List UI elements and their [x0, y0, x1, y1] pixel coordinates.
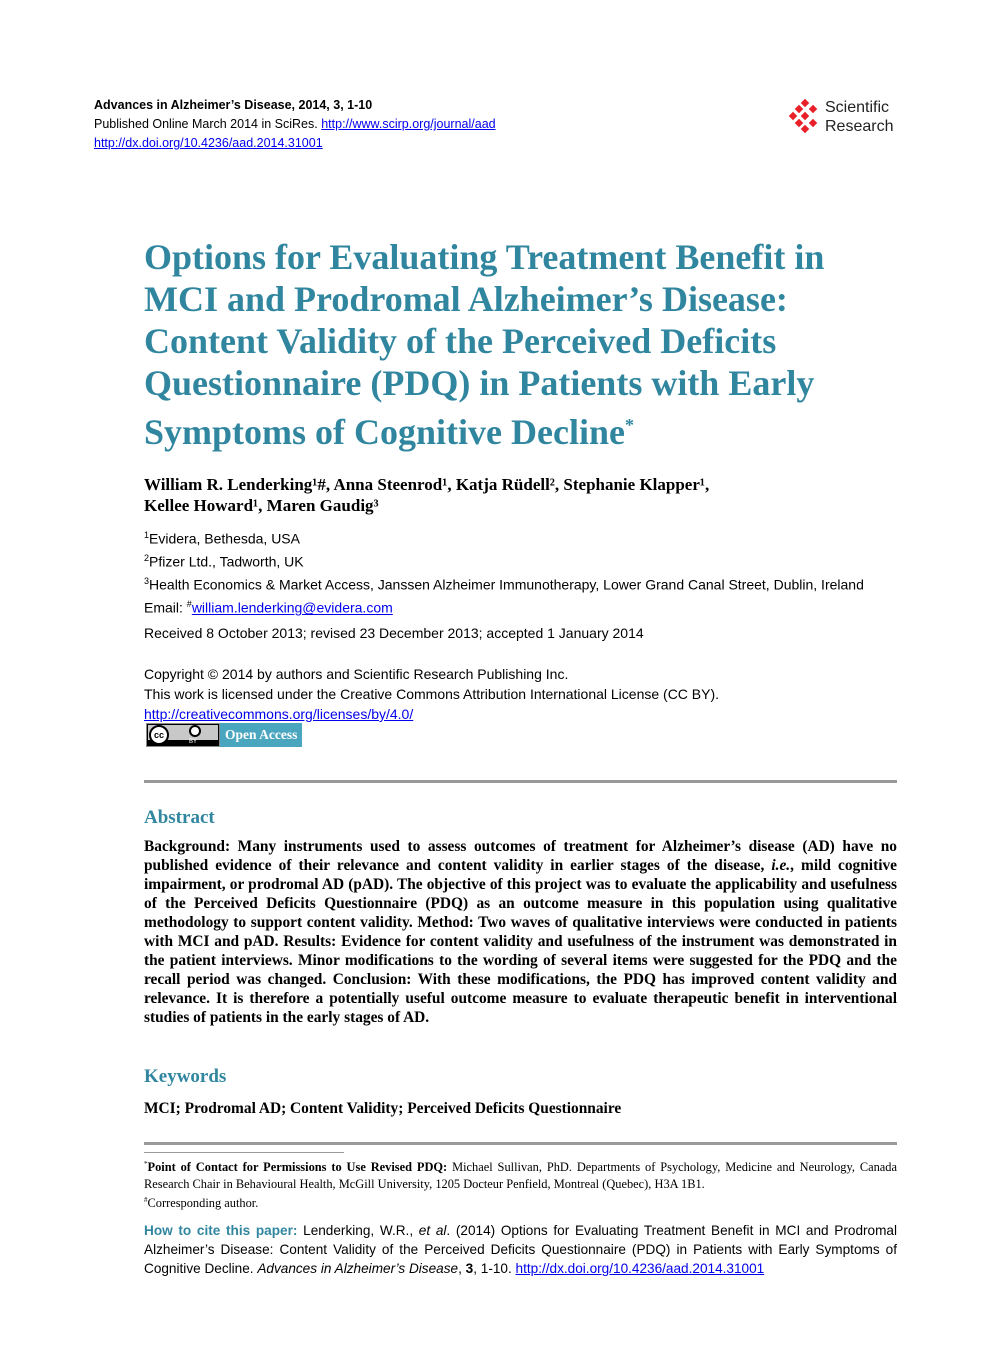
- email-line: Email: #william.lenderking@evidera.com: [144, 599, 393, 617]
- received-dates: Received 8 October 2013; revised 23 December 2013; accepted 1 January 2014: [144, 625, 644, 641]
- title-line: Options for Evaluating Treatment Benefit in: [144, 237, 825, 277]
- affiliation: $^2$Pfizer Ltd., Tadworth, UK: [144, 553, 304, 570]
- journal-link[interactable]: http://www.scirp.org/journal/aad: [321, 117, 496, 131]
- footnote-divider: [144, 1142, 897, 1145]
- license-line: This work is licensed under the Creative Commons Attribution International License (CC BY).: [144, 686, 720, 702]
- abstract-heading: Abstract: [144, 807, 215, 828]
- affiliation: $^3$Health Economics & Market Access, Janssen Alzheimer Immunotherapy, Lower Grand Canal Street, Dublin, Ireland: [144, 576, 864, 593]
- title-line: Symptoms of Cognitive Decline: [144, 412, 625, 452]
- scientific-research-logo: [788, 98, 898, 138]
- footnote: #Corresponding author.: [144, 1196, 259, 1211]
- open-access-badge: Open Access: [220, 723, 302, 747]
- cc-icon: cc: [149, 725, 169, 745]
- footnote: *Point of Contact for Permissions to Use Revised PDQ: Michael Sullivan, PhD. Departments of Psychology, Medicine and Neurology, Canada Research Chair in Behavioural Health, McGill University, 1205 Docteur Penfield, Montreal (Quebec), H3A 1B1.: [144, 1160, 898, 1191]
- person-icon: [189, 725, 201, 737]
- copyright-line: Copyright © 2014 by authors and Scientific Research Publishing Inc.: [144, 666, 569, 682]
- abstract-text: Background: Many instruments used to assess outcomes of treatment for Alzheimer’s disease (AD) have no published evidence of their relevance and content validity in earlier stages of the disease, i.e., mild cognitive impairment, or prodromal AD (pAD). The objective of this project was to evaluate the applicability and usefulness of the Perceived Deficits Questionnaire (PDQ) as an outcome measure in this population using qualitative methodology to support content validity. Method: Two waves of qualitative interviews were conducted in patients with MCI and pAD. Results: Evidence for content validity and usefulness of the instrument was demonstrated in the patient interviews. Minor modifications to the wording of several items were suggested for the PDQ and the recall period was changed. Conclusion: With these modifications, the PDQ has improved content validity and relevance. It is therefore a potentially useful outcome measure to evaluate therapeutic benefit in interventional studies of patients in the early stages of AD.: [144, 838, 897, 1026]
- copyright: [144, 664, 719, 724]
- by-label: BY: [189, 739, 198, 745]
- license-link[interactable]: http://creativecommons.org/licenses/by/4.0/: [144, 706, 414, 722]
- title-line: Questionnaire (PDQ) in Patients with Early: [144, 363, 815, 403]
- keywords-heading: Keywords: [144, 1066, 227, 1087]
- affiliation: $^1$Evidera, Bethesda, USA: [144, 530, 300, 547]
- paper-title: [144, 236, 904, 453]
- authors-line: Kellee Howard¹, Maren Gaudig³: [144, 496, 379, 515]
- published-text: Published Online March 2014 in SciRes.: [94, 117, 318, 131]
- title-footnote-mark: *: [624, 415, 634, 435]
- logo-line2: Research: [825, 118, 894, 135]
- citation-doi-link[interactable]: http://dx.doi.org/10.4236/aad.2014.31001: [515, 1261, 765, 1276]
- title-line: Content Validity of the Perceived Deficits: [144, 321, 777, 361]
- journal-header: [94, 96, 496, 153]
- logo-diamonds-icon: [788, 98, 824, 134]
- authors: [144, 474, 709, 516]
- affiliations: [144, 526, 864, 619]
- cc-by-badge[interactable]: [146, 723, 220, 747]
- email-link[interactable]: william.lenderking@evidera.com: [191, 600, 393, 617]
- journal-name: Advances in Alzheimer’s Disease, 2014, 3, 1-10: [94, 98, 373, 112]
- title-line: MCI and Prodromal Alzheimer’s Disease:: [144, 279, 788, 319]
- footnote-rule: [144, 1152, 344, 1153]
- citation: How to cite this paper: Lenderking, W.R., et al. (2014) Options for Evaluating Treatment Benefit in MCI and Prodromal Alzheimer’s Disease: Content Validity of the Perceived Deficits Questionnaire (PDQ) in Patients with Early Symptoms of Cognitive Decline. Advances in Alzheimer’s Disease, 3, 1-10. http://dx.doi.org/10.4236/aad.2014.31001: [144, 1223, 897, 1276]
- logo-line1: Scientific: [825, 99, 890, 116]
- keywords: MCI; Prodromal AD; Content Validity; Perceived Deficits Questionnaire: [144, 1100, 622, 1117]
- footnotes: [144, 1156, 897, 1212]
- license-badges: [146, 723, 302, 747]
- divider: [144, 780, 897, 783]
- doi-link[interactable]: http://dx.doi.org/10.4236/aad.2014.31001: [94, 136, 323, 150]
- authors-line: William R. Lenderking¹#, Anna Steenrod¹, Katja Rüdell², Stephanie Klapper¹,: [144, 475, 710, 494]
